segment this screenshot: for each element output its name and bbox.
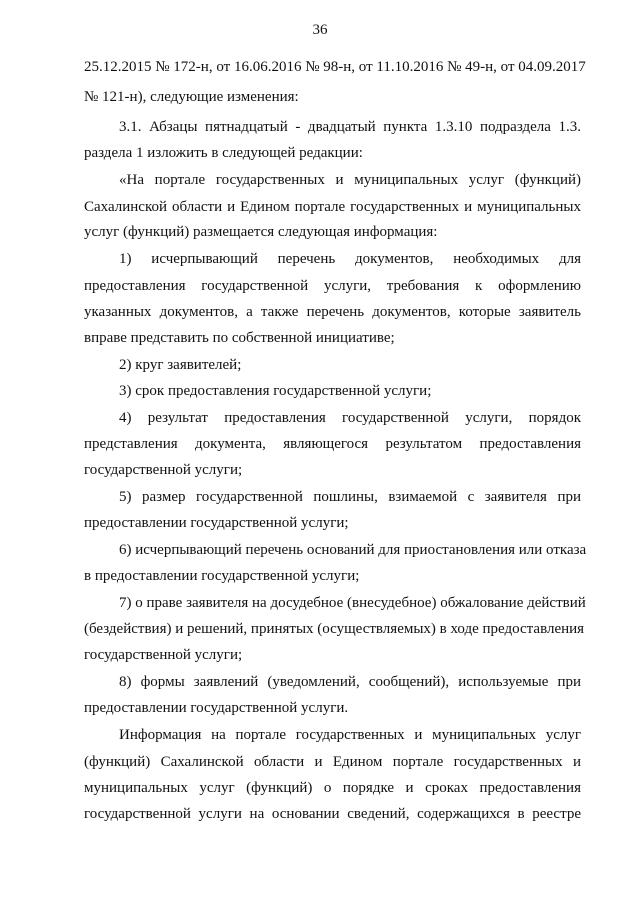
- text-line: услуг (функций) размещается следующая информация:: [84, 224, 438, 240]
- text-line: 4) результат предоставления государственной услуги, порядок: [119, 410, 581, 426]
- text-line: раздела 1 изложить в следующей редакции:: [84, 145, 363, 161]
- text-line: предоставлении государственной услуги.: [84, 700, 349, 716]
- text-line: 7) о праве заявителя на досудебное (внесудебное) обжалование действий: [119, 595, 586, 611]
- text-line: 25.12.2015 № 172-н, от 16.06.2016 № 98-н, от 11.10.2016 № 49-н, от 04.09.2017: [84, 59, 586, 75]
- text-line: вправе представить по собственной инициативе;: [84, 330, 395, 346]
- text-line: государственной услуги;: [84, 462, 243, 478]
- text-line: государственной услуги на основании сведений, содержащихся в реестре: [84, 806, 581, 822]
- text-line: 3.1. Абзацы пятнадцатый - двадцатый пункта 1.3.10 подраздела 1.3.: [119, 119, 581, 135]
- text-line: 8) формы заявлений (уведомлений, сообщений), используемые при: [119, 674, 581, 690]
- text-line: Сахалинской области и Едином портале государственных и муниципальных: [84, 199, 581, 215]
- text-line: Информация на портале государственных и муниципальных услуг: [119, 727, 581, 743]
- text-line: предоставлении государственной услуги;: [84, 515, 349, 531]
- text-line: предоставления государственной услуги, требования к оформлению: [84, 278, 581, 294]
- text-line: 3) срок предоставления государственной услуги;: [119, 383, 432, 399]
- text-line: № 121-н), следующие изменения:: [84, 89, 299, 105]
- text-line: «На портале государственных и муниципальных услуг (функций): [119, 172, 581, 188]
- text-line: 5) размер государственной пошлины, взимаемой с заявителя при: [119, 489, 581, 505]
- page-number: 36: [312, 22, 328, 38]
- text-line: представления документа, являющегося результатом предоставления: [84, 436, 581, 452]
- text-line: указанных документов, а также перечень документов, которые заявитель: [84, 304, 581, 320]
- text-line: 6) исчерпывающий перечень оснований для приостановления или отказа: [119, 542, 587, 558]
- text-line: муниципальных услуг (функций) о порядке и сроках предоставления: [84, 780, 581, 796]
- text-line: 1) исчерпывающий перечень документов, необходимых для: [119, 251, 581, 267]
- text-line: в предоставлении государственной услуги;: [84, 568, 360, 584]
- text-line: государственной услуги;: [84, 647, 243, 663]
- text-line: 2) круг заявителей;: [119, 357, 242, 373]
- text-line: (бездействия) и решений, принятых (осуществляемых) в ходе предоставления: [84, 621, 585, 637]
- text-line: (функций) Сахалинской области и Едином портале государственных и: [84, 754, 581, 770]
